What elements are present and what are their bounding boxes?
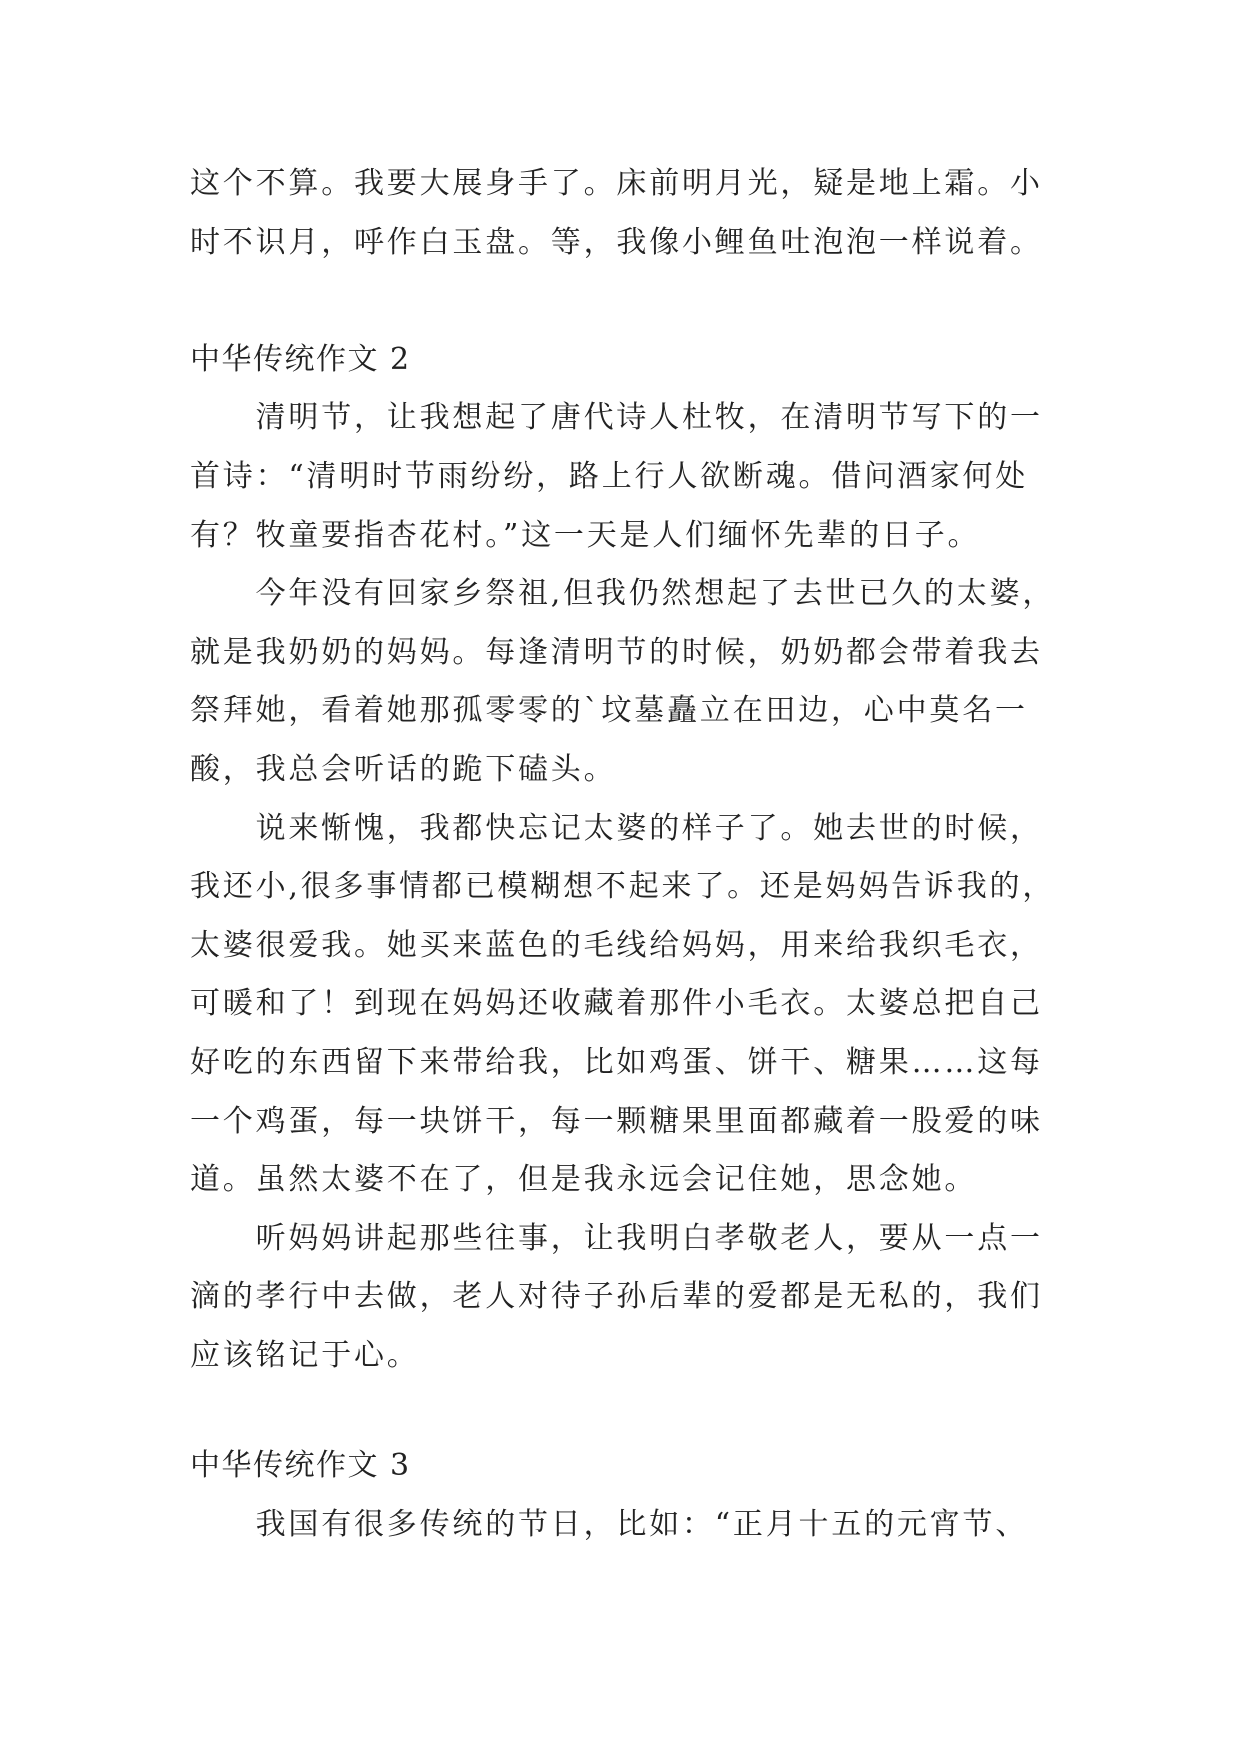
text-line: 祭拜她，看着她那孤零零的`坟墓矗立在田边，心中莫名一 bbox=[190, 693, 1028, 729]
intro-paragraph bbox=[190, 155, 1070, 272]
text-line: 一个鸡蛋，每一块饼干，每一颗糖果里面都藏着一股爱的味 bbox=[190, 1103, 1043, 1139]
paragraph bbox=[190, 1210, 1070, 1386]
text-line: 清明节，让我想起了唐代诗人杜牧，在清明节写下的一 bbox=[255, 400, 1043, 436]
text-line: 我还小,很多事情都已模糊想不起来了。还是妈妈告诉我的， bbox=[190, 869, 1056, 905]
essay-section-3 bbox=[190, 1437, 1070, 1554]
text-line: 首诗：“清明时节雨纷纷，路上行人欲断魂。借问酒家何处 bbox=[190, 458, 1029, 494]
text-line: 滴的孝行中去做，老人对待子孙后辈的爱都是无私的，我们 bbox=[190, 1279, 1043, 1315]
text-line: 道。虽然太婆不在了，但是我永远会记住她，思念她。 bbox=[190, 1162, 978, 1198]
text-line: 这个不算。我要大展身手了。床前明月光，疑是地上霜。小 bbox=[190, 166, 1043, 201]
text-line: 好吃的东西留下来带给我，比如鸡蛋、饼干、糖果……这每 bbox=[190, 1044, 1043, 1080]
text-line: 我国有很多传统的节日，比如：“正月十五的元宵节、 bbox=[255, 1507, 1029, 1543]
text-line: 今年没有回家乡祭祖,但我仍然想起了去世已久的太婆， bbox=[255, 576, 1056, 612]
essay-title: 中华传统作文 3 bbox=[190, 1448, 411, 1484]
paragraph bbox=[190, 1496, 1070, 1555]
text-line: 时不识月，呼作白玉盘。等，我像小鲤鱼吐泡泡一样说着。 bbox=[190, 224, 1043, 260]
text-line: 说来惭愧，我都快忘记太婆的样子了。她去世的时候， bbox=[255, 810, 1043, 846]
essay-section-2 bbox=[190, 331, 1070, 1386]
text-line: 就是我奶奶的妈妈。每逢清明节的时候，奶奶都会带着我去 bbox=[190, 634, 1043, 670]
document-page bbox=[190, 155, 1070, 1555]
paragraph bbox=[190, 800, 1070, 1210]
text-line: 太婆很爱我。她买来蓝色的毛线给妈妈，用来给我织毛衣， bbox=[190, 927, 1043, 963]
text-line: 有？牧童要指杏花村。”这一天是人们缅怀先辈的日子。 bbox=[190, 517, 981, 553]
paragraph bbox=[190, 389, 1070, 565]
text-line: 应该铭记于心。 bbox=[190, 1337, 420, 1373]
text-line: 可暖和了！到现在妈妈还收藏着那件小毛衣。太婆总把自己 bbox=[190, 986, 1043, 1022]
text-line: 酸，我总会听话的跪下磕头。 bbox=[190, 751, 617, 787]
essay-title: 中华传统作文 2 bbox=[190, 341, 411, 377]
text-line: 听妈妈讲起那些往事，让我明白孝敬老人，要从一点一 bbox=[255, 1220, 1043, 1256]
paragraph bbox=[190, 565, 1070, 799]
